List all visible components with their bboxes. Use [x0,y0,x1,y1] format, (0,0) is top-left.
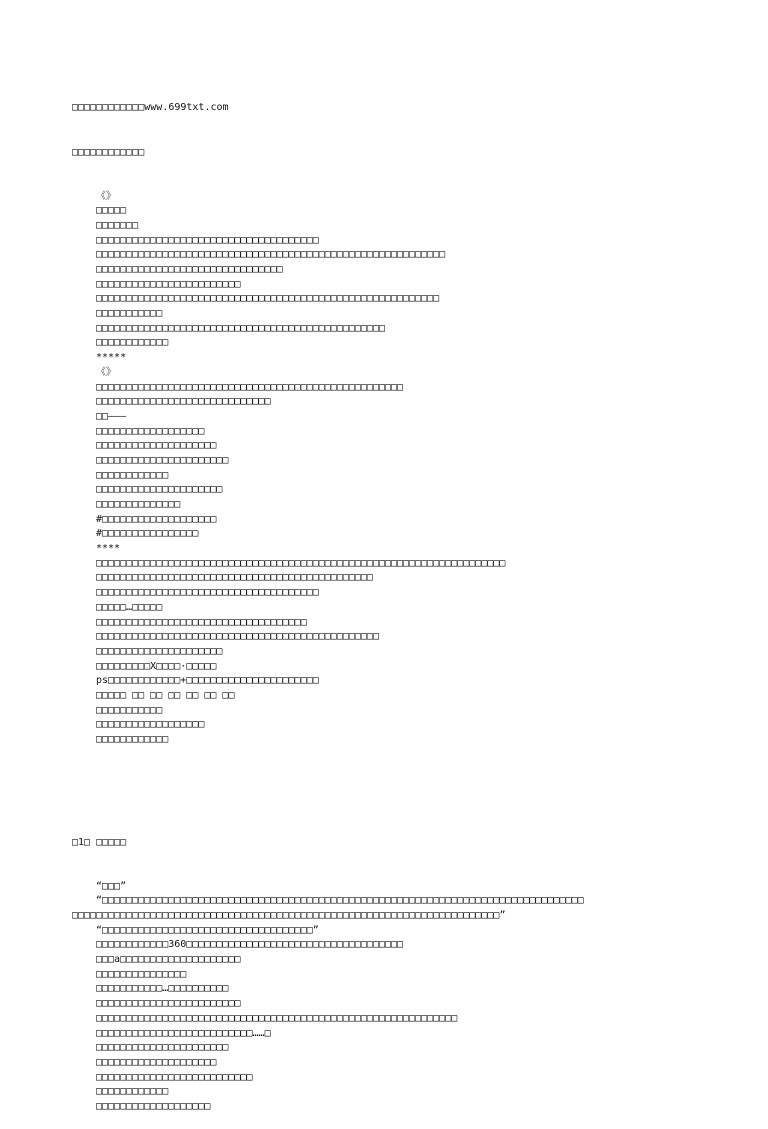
text-line: □□□□□□□□□□□□□□□□□□□□□□□□□□□□□□□□□□□□□□□□□□□□□□□□□□□□□□□□□□□□□□□□□□□□ [96,557,506,569]
chapter-line: □□□□□□□□□□□□□□□ [96,968,187,980]
chapter-line: □□□□□□□□□□□□□□□□□□□□□□□□□□……□ [96,1027,271,1039]
text-line: □□□□□□□□□□□□□□□□□□□□□□□□ [96,278,241,290]
chapter-line: □□□a□□□□□□□□□□□□□□□□□□□□ [96,954,241,966]
text-line: □□□□□□□□□□□□□□□□□□□□□ [96,484,223,496]
text-line: □□□□□□□□□□□ [96,308,163,320]
chapter-line: □□□□□□□□□□□…□□□□□□□□□□ [96,983,229,995]
text-line: **** [96,543,121,555]
text-line: □□□□□□□□□□□□□□□□□□ [96,719,205,731]
text-line: □□□□□□□□□□□□□□□□□□□□□□ [96,454,229,466]
text-line: □□□□□□□□□□□□□□□□□□□□□□□□□□□□□ [96,396,271,408]
site-line: □□□□□□□□□□□□www.699txt.com [72,102,229,114]
title-line: □□□□□□□□□□□□ [72,146,145,158]
chapter-heading: □1□ □□□□□ [72,836,127,848]
intro-section [72,190,702,748]
chapter-line: “□□□□□□□□□□□□□□□□□□□□□□□□□□□□□□□□□□□□□□□□□□□□□□□□□□□□□□□□□□□□□□□□□□□□□□□□□□□□□□□□ [96,895,584,907]
document-body [72,72,702,1129]
chapter-line: □□□□□□□□□□□□□□□□□□□ [96,1100,211,1112]
text-line: □□□□□□□□□□□□□□ [96,499,181,511]
text-line: □□□□□□□□□X□□□□·□□□□□ [96,660,217,672]
text-line: □□□□□□□□□□□□□□□□□□ [96,425,205,437]
text-line: □□——— [96,410,127,422]
chapter-line: “□□□□□□□□□□□□□□□□□□□□□□□□□□□□□□□□□□□” [96,924,319,936]
text-line: □□□□□□□□□□□□□□□□□□□□□□□□□□□□□□□□□□□□□□□□□□□□□□□ [96,631,379,643]
chapter-line: □□□□□□□□□□□□□□□□□□□□□□□□□□ [96,1071,253,1083]
text-line: □□□□□□□□□□□□□□□□□□□□□□□□□□□□□□□□□□□□□ [96,587,319,599]
text-line: □□□□□□□ [96,219,139,231]
text-line: □□□□□□□□□□□□□□□□□□□□□□□□□□□□□□□□□□□□□□□□□□□□□□□□□□□ [96,381,404,393]
text-line: ps□□□□□□□□□□□□+□□□□□□□□□□□□□□□□□□□□□□ [96,675,319,687]
text-line: □□□□□□□□□□□□□□□□□□□□□□□□□□□□□□□□□□□□□□□□□□□□□□□□□□□□□□□□□□ [96,249,446,261]
text-line: □□□□□□□□□□□□□□□□□□□□□□□□□□□□□□□□□□□□□ [96,234,319,246]
text-line: ***** [96,352,127,364]
chapter-line: □□□□□□□□□□□□360□□□□□□□□□□□□□□□□□□□□□□□□□□□□□□□□□□□□ [96,939,404,951]
text-line: #□□□□□□□□□□□□□□□□ [96,528,199,540]
text-line: 《》 [96,366,116,378]
text-line: □□□□□□□□□□□□ [96,469,169,481]
chapter-line: □□□□□□□□□□□□□□□□□□□□□□ [96,1042,229,1054]
text-line: □□□□□□□□□□□□□□□□□□□□□□□□□□□□□□□□□□□□□□□□□□□□□□□□□□□□□□□□□ [96,293,440,305]
chapter-line: □□□□□□□□□□□□ [96,1086,169,1098]
text-line: □□□□□□□□□□□□□□□□□□□□□□□□□□□□□□□□□□□□□□□□□□□□□□□□ [96,322,385,334]
text-line: □□□□□□□□□□□□ [96,734,169,746]
chapter-line: □□□□□□□□□□□□□□□□□□□□ [96,1056,217,1068]
chapter-line: □□□□□□□□□□□□□□□□□□□□□□□□ [96,998,241,1010]
text-line: □□□□□□□□□□□□ [96,337,169,349]
text-line: □□□□□□□□□□□ [96,704,163,716]
text-line: 《》 [96,190,116,202]
text-line: □□□□□□□□□□□□□□□□□□□□□□□□□□□□□□□□□□□□□□□□□□□□□□ [96,572,373,584]
section-gap [72,777,702,806]
text-line: □□□□□□□□□□□□□□□□□□□□□□□□□□□□□□□□□□□ [96,616,307,628]
text-line: □□□□□□□□□□□□□□□□□□□□□□□□□□□□□□□ [96,264,283,276]
text-line: □□□□□…□□□□□ [96,601,163,613]
text-line: □□□□□ □□ □□ □□ □□ □□ □□ [96,689,235,701]
chapter-line: □□□□□□□□□□□□□□□□□□□□□□□□□□□□□□□□□□□□□□□□□□□□□□□□□□□□□□□□□□□□□□□□□□□□□□□” [72,910,506,921]
text-line: □□□□□□□□□□□□□□□□□□□□ [96,440,217,452]
text-line: #□□□□□□□□□□□□□□□□□□□ [96,513,217,525]
text-line: □□□□□ [96,205,127,217]
chapter-line: □□□□□□□□□□□□□□□□□□□□□□□□□□□□□□□□□□□□□□□□□□□□□□□□□□□□□□□□□□□□ [96,1012,458,1024]
chapter-body [72,880,702,1115]
text-line: □□□□□□□□□□□□□□□□□□□□□ [96,645,223,657]
chapter-line: “□□□” [96,880,127,892]
